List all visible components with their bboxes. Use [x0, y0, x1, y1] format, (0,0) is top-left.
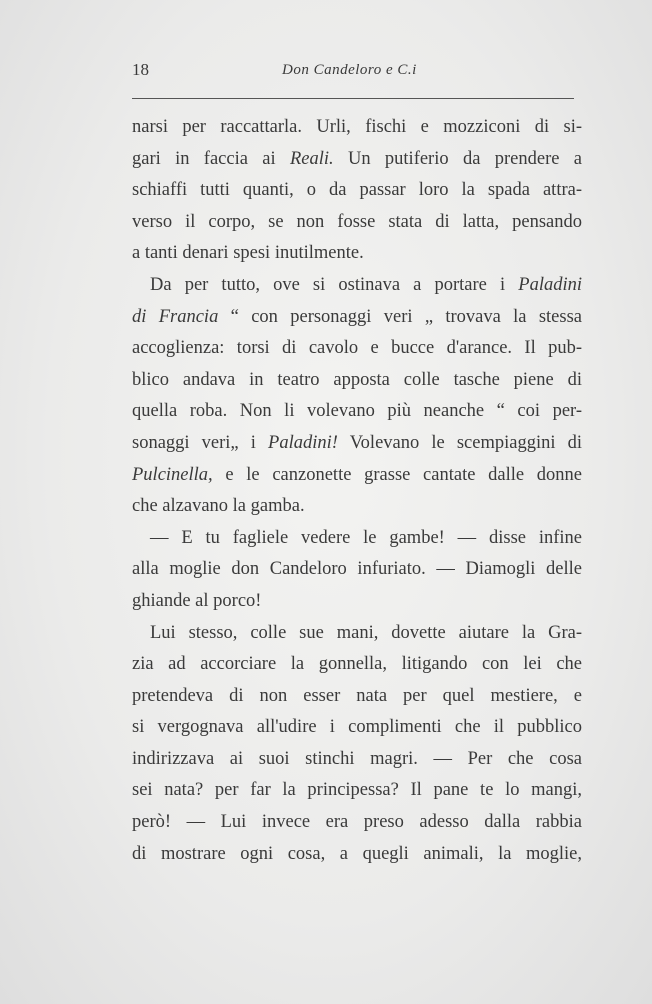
- page-number: 18: [132, 60, 149, 79]
- text-line: verso il corpo, se non fosse stata di latta, pensando: [132, 211, 582, 232]
- header-rule: [132, 98, 574, 99]
- italic-text: Reali.: [289, 148, 334, 169]
- italic-text: Paladini: [518, 274, 582, 295]
- italic-text: Pulcinella,: [132, 464, 213, 485]
- text-line: però! — Lui invece era preso adesso dalla rabbia: [132, 812, 582, 833]
- text-line: sei nata? per far la principessa? Il pane te lo mangi,: [132, 780, 582, 801]
- text-line: indirizzava ai suoi stinchi magri. — Per che cosa: [132, 748, 582, 769]
- italic-text: Paladini!: [268, 432, 338, 453]
- text-line: zia ad accorciare la gonnella, litigando con lei che: [132, 654, 582, 675]
- text-line: — E tu fagliele vedere le gambe! — disse infine: [150, 527, 582, 548]
- running-title: Don Candeloro e C.i: [282, 62, 417, 78]
- text-line: ghiande al porco!: [132, 590, 262, 611]
- text-line: pretendeva di non esser nata per quel mestiere, e: [132, 685, 582, 706]
- text-line: Lui stesso, colle sue mani, dovette aiutare la Gra-: [150, 622, 582, 643]
- text-line: alla moglie don Candeloro infuriato. — Diamogli delle: [132, 559, 582, 580]
- text-line: di mostrare ogni cosa, a quegli animali, la moglie,: [132, 843, 582, 864]
- text-line: si vergognava all'udire i complimenti che il pubblico: [132, 717, 582, 738]
- text-line: schiaffi tutti quanti, o da passar loro la spada attra-: [132, 180, 582, 201]
- text-line: sonaggi veri„ i Paladini! Volevano le scempiaggini di: [132, 432, 582, 453]
- text-line: a tanti denari spesi inutilmente.: [132, 243, 364, 264]
- text-line: che alzavano la gamba.: [132, 496, 305, 517]
- text-line: di Francia “ con personaggi veri „ trovava la stessa: [132, 306, 582, 327]
- text-line: accoglienza: torsi di cavolo e bucce d'arance. Il pub-: [132, 338, 582, 359]
- text-line: blico andava in teatro apposta colle tasche piene di: [132, 369, 582, 390]
- text-line: Da per tutto, ove si ostinava a portare i Paladini: [150, 274, 582, 295]
- text-line: narsi per raccattarla. Urli, fischi e mozziconi di si-: [132, 117, 582, 137]
- page-header: [132, 60, 572, 90]
- italic-text: di Francia: [132, 306, 219, 327]
- text-line: gari in faccia ai Reali. Un putiferio da prendere a: [132, 148, 582, 169]
- body-text: [132, 112, 582, 870]
- text-line: quella roba. Non li volevano più neanche “ coi per-: [132, 401, 582, 422]
- text-line: Pulcinella, e le canzonette grasse cantate dalle donne: [132, 464, 582, 485]
